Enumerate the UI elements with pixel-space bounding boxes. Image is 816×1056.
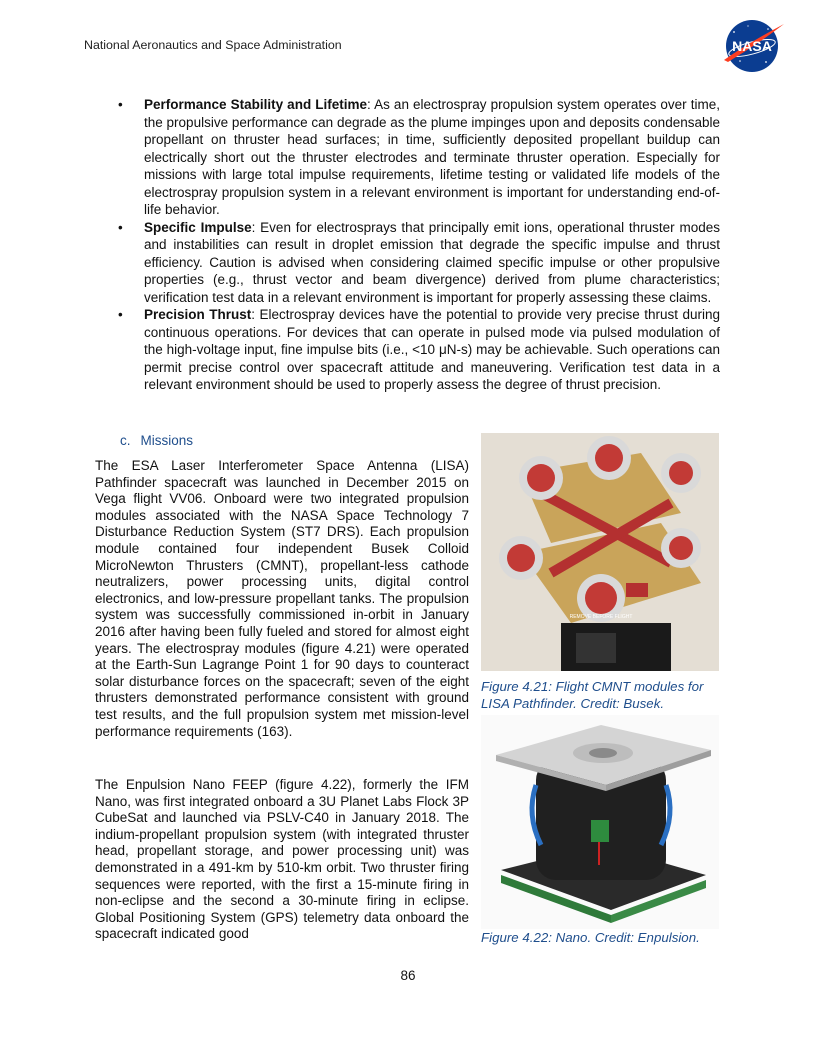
figure-caption-4-22: Figure 4.22: Nano. Credit: Enpulsion.: [481, 930, 700, 945]
bullet-item: [118, 219, 720, 307]
section-title: Missions: [140, 433, 194, 448]
nasa-logo-text: NASA: [732, 38, 772, 54]
bullet-icon: •: [118, 219, 123, 235]
figure-cmnt-modules-photo: [481, 433, 719, 671]
bullet-item: [118, 306, 720, 394]
page-number: 86: [400, 968, 416, 983]
paragraph-enpulsion: The Enpulsion Nano FEEP (figure 4.22), formerly the IFM Nano, was first integrated onboard a 3U Planet Labs Flock 3P CubeSat and launched via PSLV-C40 in January 2018. The indium-propellant propulsion system (with integrated thruster head, propellant storage, and power processing unit) was demonstrated in a 491-km by 510-km orbit. Two thruster firing sequences were reported, with the first a 15-minute firing in non-eclipse and the second a 30-minute firing in eclipse. Global Positioning System (GPS) telemetry data onboard the spacecraft indicated good: [95, 777, 469, 942]
figure-caption-4-21: Figure 4.21: Flight CMNT modules for LISA Pathfinder. Credit: Busek.: [481, 679, 704, 711]
bullet-title: Performance Stability and Lifetime: [144, 97, 368, 112]
section-number: c.: [120, 433, 131, 448]
bullet-icon: •: [118, 307, 123, 322]
bullet-icon: •: [118, 97, 123, 112]
bullet-title: Precision Thrust: [144, 307, 252, 322]
bullet-text: : Electrospray devices have the potential to provide very precise thrust during continuous operations. For devices that can operate in pulsed mode via pulsed modulation of the high-voltage input, fine impulse bits (i.e., <10 μN-s) may be achievable. Such operations can permit precise control over spacecraft attitude and maneuvering. Verification test data in a relevant environment should be used to properly assess the degree of thrust precision.: [144, 307, 720, 392]
bullet-item: [118, 96, 720, 219]
bullet-text: : As an electrospray propulsion system operates over time, the propulsive performance can degrade as the plume impinges upon and deposits condensable propellant on thruster head surfaces; in time, sufficiently deposited propellant buildup can electrically short out the thruster electrodes and terminate thruster operation. Especially for missions with large total impulse requirements, lifetime testing or validated life models of the electrospray propulsion system in a relevant environment is important for understanding end-of-life behavior.: [144, 97, 721, 217]
bullet-title: Specific Impulse: [144, 219, 252, 235]
paragraph-lisa: The ESA Laser Interferometer Space Antenna (LISA) Pathfinder spacecraft was launched in December 2015 on Vega flight VV06. Onboard were two integrated propulsion modules associated with the NASA Space Technology 7 Disturbance Reduction System (ST7 DRS). Each propulsion module contained four independent Busek Colloid MicroNewton Thrusters (CMNT), propellant-less cathode neutralizers, power processing units, digital control electronics, and low-pressure propellant tanks. The propulsion system was successfully commissioned in-orbit in January 2016 after having been fully fueled and stored for almost eight years. The electrospray modules (figure 4.21) were operated at the Earth-Sun Lagrange Point 1 for 90 days to counteract solar disturbance forces on the spacecraft; seven of the eight thrusters demonstrated performance consistent with ground test results, and the full propulsion system met mission-level performance requirements (163).: [95, 458, 469, 739]
section-heading: [120, 433, 193, 448]
figure-nano-photo: [481, 715, 719, 929]
header-org-name: National Aeronautics and Space Administration: [84, 38, 342, 52]
remove-before-flight-label: REMOVE BEFORE FLIGHT: [569, 614, 633, 620]
bullet-list: [118, 96, 720, 394]
nasa-logo: [720, 18, 786, 74]
bullet-text: : Even for electrosprays that principally emit ions, operational thruster modes and instabilities can result in droplet emission that degrade the specific impulse and thrust efficiency. Caution is advised when considering claimed specific impulse or other propulsive properties (e.g., thrust vector and beam divergence) derived from plume characteristics; verification test data in a relevant environment is important for properly assessing these claims.: [144, 219, 720, 305]
